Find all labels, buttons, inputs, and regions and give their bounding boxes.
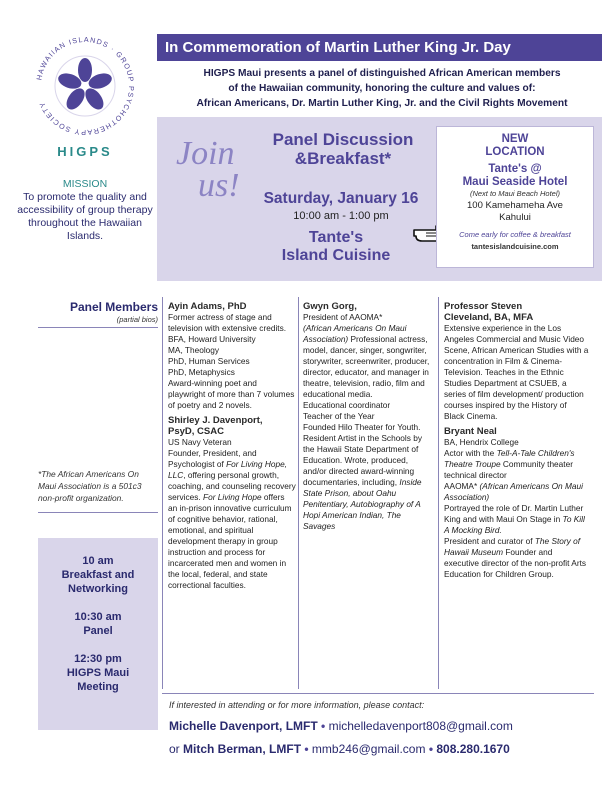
contact-line-1 bbox=[169, 719, 599, 733]
bullet-separator: • bbox=[304, 742, 309, 756]
location-website[interactable]: tantesislandcuisine.com bbox=[471, 242, 559, 251]
event-time: 10:00 am - 1:00 pm bbox=[293, 210, 389, 222]
event-title-line-1: Panel Discussion bbox=[272, 130, 414, 149]
bio-credentials: PsyD, CSAC bbox=[168, 426, 224, 437]
column-divider bbox=[438, 297, 439, 689]
bio-text: BA, Hendrix College bbox=[444, 437, 519, 447]
schedule-label: HIGPS Maui bbox=[66, 667, 130, 679]
intro-line-3: African Americans, Dr. Martin Luther King, Jr. and the Civil Rights Movement bbox=[196, 98, 568, 109]
bio-text: President of AAOMA* bbox=[303, 312, 383, 322]
flower-icon bbox=[56, 58, 114, 113]
bio-name-gwyn-gorg: Gwyn Gorg, bbox=[303, 301, 357, 312]
bio-column-c bbox=[444, 301, 589, 580]
schedule-item bbox=[38, 652, 158, 694]
bio-text: Teacher of the Year bbox=[303, 411, 375, 421]
higps-logo bbox=[28, 26, 142, 164]
bio-name-steven-cleveland: Professor Steven bbox=[444, 301, 523, 312]
divider bbox=[38, 327, 158, 328]
bio-text: AAOMA* (African Americans On Maui Association) bbox=[444, 481, 583, 502]
event-venue-line-1: Tante's bbox=[308, 229, 364, 246]
bio-text: Actor with the Tell-A-Tale Children's Theatre Troupe Community theater technical director bbox=[444, 448, 575, 480]
location-address-2: Kahului bbox=[499, 212, 531, 223]
bio-text: Founded Hilo Theater for Youth. Resident Artist in the Schools by the Hawaii State Department of Education. Wrote, produced, and/or directed award-winning documentaries, including, Inside State Prison, about Oahu Penitentiary, Autobiography of A Hopi American Indian, The Savages bbox=[303, 422, 422, 531]
bio-text: US Navy Veteran bbox=[168, 437, 232, 447]
intro-line-2: of the Hawaiian community, honoring the culture and values of: bbox=[228, 83, 536, 94]
location-label: LOCATION bbox=[485, 146, 545, 158]
join-text: Join bbox=[176, 135, 235, 172]
schedule-box bbox=[38, 538, 158, 730]
contact-name: Michelle Davenport, LMFT bbox=[169, 719, 318, 733]
mission-heading: MISSION bbox=[62, 178, 108, 190]
schedule-time: 12:30 pm bbox=[74, 653, 122, 665]
bio-text: (African Americans On Maui Association) Professional actress, model, dancer, singer, songwriter, storywriter, screenwriter, producer, director, educator, and manager in theatre, television, radio, film and educational media. bbox=[303, 323, 430, 399]
bullet-separator: • bbox=[321, 719, 326, 733]
schedule-item bbox=[38, 610, 158, 638]
bullet-separator: • bbox=[428, 742, 434, 756]
bio-text: Founder, President, and Psychologist of For Living Hope, LLC, offering personal growth, coaching, and counseling recovery services. For Living Hope offers an in-prison innovative curriculum of cognitive behavior, rational, emotional, and spiritual development therapy in group instruction and process for incarcerated men and women in the local, federal, and state correctional faculties. bbox=[168, 448, 296, 590]
contact-line-2 bbox=[169, 742, 599, 756]
aaoma-footnote: *The African Americans On Maui Association is a 501c3 non-profit organization. bbox=[38, 469, 142, 503]
bio-text: Portrayed the role of Dr. Martin Luther King and with Maui On Stage in To Kill A Mocking Bird. bbox=[444, 503, 585, 535]
panel-members-subtitle: (partial bios) bbox=[116, 315, 158, 324]
event-venue-line-2: Island Cuisine bbox=[281, 247, 391, 264]
bio-text: PhD, Human Services bbox=[168, 356, 250, 366]
schedule-time: 10:30 am bbox=[74, 611, 122, 623]
bio-column-a bbox=[168, 301, 296, 591]
bio-credentials: Cleveland, BA, MFA bbox=[444, 312, 534, 323]
bio-column-b bbox=[303, 301, 433, 532]
schedule-label: Networking bbox=[68, 583, 128, 595]
column-divider bbox=[162, 297, 163, 689]
event-date: Saturday, January 16 bbox=[263, 190, 419, 207]
bio-text: President and curator of The Story of Hawaii Museum Founder and executive director of the non-profit Arts Education for Children Group. bbox=[444, 536, 587, 579]
contact-email-link[interactable]: michelledavenport808@gmail.com bbox=[328, 719, 513, 733]
contact-email-link[interactable]: mmb246@gmail.com bbox=[311, 742, 426, 756]
mission-block bbox=[14, 178, 156, 243]
schedule-time: 10 am bbox=[82, 555, 114, 567]
us-text: us! bbox=[198, 167, 240, 202]
location-come-early: Come early for coffee & breakfast bbox=[459, 230, 571, 239]
column-divider bbox=[298, 297, 299, 689]
or-text: or bbox=[169, 742, 180, 756]
schedule-label: Meeting bbox=[77, 681, 119, 693]
intro-line-1: HIGPS Maui presents a panel of distinguished African American members bbox=[203, 68, 561, 79]
location-box bbox=[436, 126, 594, 268]
location-address-1: 100 Kamehameha Ave bbox=[467, 200, 563, 211]
mission-text: To promote the quality and accessibility of group therapy throughout the Hawaiian Islands. bbox=[17, 191, 153, 242]
location-venue-2: Maui Seaside Hotel bbox=[462, 176, 568, 188]
bio-name-shirley-davenport: Shirley J. Davenport, bbox=[168, 415, 263, 426]
panel-members-title: Panel Members bbox=[69, 300, 158, 314]
divider bbox=[162, 693, 594, 694]
event-venue bbox=[256, 229, 416, 265]
header-title: In Commemoration of Martin Luther King Jr. Day bbox=[157, 34, 602, 61]
bio-text: Extensive experience in the Los Angeles Commercial and Music Video Scene, African American Studies with a concentration in Film & Cinema-Television. Teaches in the Ethnic Studies Department at CSUEB, a series of film development/ production courses inspired by the History of Black Cinema. bbox=[444, 323, 589, 421]
intro-text bbox=[160, 66, 604, 111]
bio-name-ayin-adams: Ayin Adams, PhD bbox=[168, 301, 247, 312]
bio-text: MA, Theology bbox=[168, 345, 220, 355]
event-title bbox=[258, 130, 428, 168]
location-venue-1: Tante's @ bbox=[488, 163, 542, 175]
bio-name-bryant-neal: Bryant Neal bbox=[444, 426, 497, 437]
contact-phone[interactable]: 808.280.1670 bbox=[436, 742, 510, 756]
schedule-item bbox=[38, 554, 158, 596]
divider bbox=[38, 512, 158, 513]
bio-text: Award-winning poet and playwright of more than 7 volumes of poetry and 2 novels. bbox=[168, 378, 295, 410]
schedule-label: Breakfast and bbox=[61, 569, 135, 581]
event-title-line-2: &Breakfast* bbox=[294, 149, 392, 168]
location-note: (Next to Maui Beach Hotel) bbox=[469, 189, 561, 198]
contact-name: Mitch Berman, LMFT bbox=[183, 742, 302, 756]
schedule-label: Panel bbox=[83, 625, 113, 637]
bio-text: PhD, Metaphysics bbox=[168, 367, 235, 377]
bio-text: BFA, Howard University bbox=[168, 334, 256, 344]
logo-acronym: HIGPS bbox=[57, 144, 113, 159]
location-new: NEW bbox=[501, 133, 529, 145]
logo-ring-text: HAWAIIAN ISLANDS · GROUP PSYCHOTHERAPY SOCIETY bbox=[34, 34, 137, 138]
contact-intro: If interested in attending or for more information, please contact: bbox=[169, 700, 425, 710]
bio-text: Former actress of stage and television with extensive credits. bbox=[168, 312, 287, 333]
bio-text: Educational coordinator bbox=[303, 400, 391, 410]
